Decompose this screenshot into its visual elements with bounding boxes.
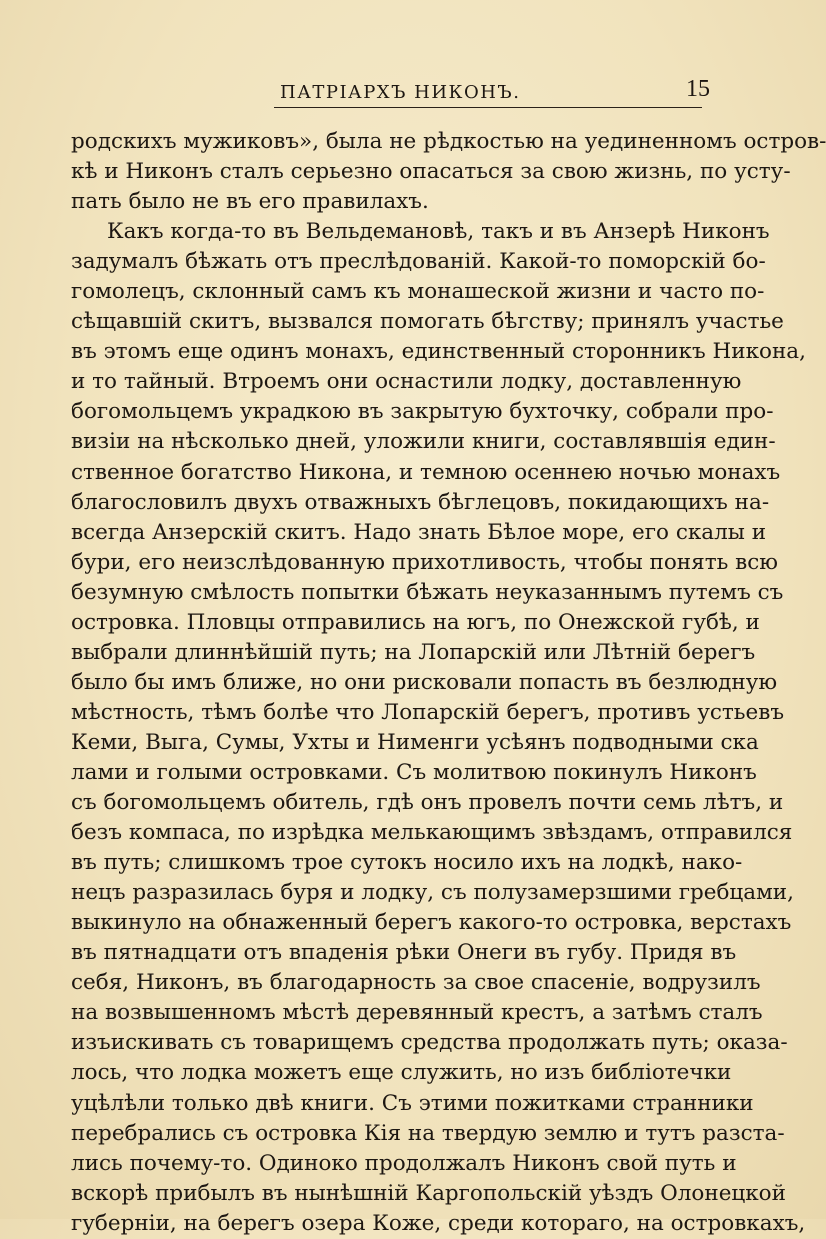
running-title: ПАТРІАРХЪ НИКОНЪ. [280, 82, 521, 103]
text-line: ственное богатство Никона, и темною осеннею ночью монахъ [71, 459, 781, 485]
text-line: съ богомольцемъ обитель, гдѣ онъ провелъ почти семь лѣтъ, и [71, 790, 784, 816]
text-line: себя, Никонъ, въ благодарность за свое спасеніе, водрузилъ [71, 970, 761, 996]
text-line: вскорѣ прибылъ въ нынѣшній Каргопольскій уѣздъ Олонецкой [71, 1180, 786, 1206]
text-line: безъ компаса, по изрѣдка мелькающимъ звѣздамъ, отправился [71, 820, 793, 846]
text-line: богомольцемъ украдкою въ закрытую бухточку, собрали про- [71, 399, 774, 425]
text-line: въ этомъ еще одинъ монахъ, единственный сторонникъ Никона, [71, 339, 806, 365]
text-line: губерніи, на берегъ озера Коже, среди котораго, на островкахъ, [71, 1210, 806, 1236]
text-line: пать было не въ его правилахъ. [71, 189, 429, 215]
text-line: благословилъ двухъ отважныхъ бѣглецовъ, покидающихъ на- [71, 489, 770, 515]
text-line: сѣщавшій скитъ, вызвался помогать бѣгству; принялъ участье [71, 309, 784, 335]
text-line: визіи на нѣсколько дней, уложили книги, составлявшія един- [71, 429, 776, 455]
text-line: уцѣлѣли только двѣ книги. Съ этими пожитками странники [71, 1090, 754, 1116]
text-line: кѣ и Никонъ сталъ серьезно опасаться за свою жизнь, по усту- [71, 159, 791, 185]
text-line: изъискивать съ товарищемъ средства продолжать путь; оказа- [71, 1030, 788, 1056]
text-line: Кеми, Выга, Сумы, Ухты и Нименги усѣянъ подводными ска [71, 729, 759, 755]
text-line: гомолецъ, склонный самъ къ монашеской жизни и часто по- [71, 279, 765, 305]
page-number: 15 [686, 76, 710, 102]
text-line: на возвышенномъ мѣстѣ деревянный крестъ, а затѣмъ сталъ [71, 1000, 763, 1026]
text-line: островка. Пловцы отправились на югъ, по Онежской губѣ, и [71, 609, 760, 635]
text-line: задумалъ бѣжать отъ преслѣдованій. Какой-то поморскій бо- [71, 249, 766, 275]
text-line: родскихъ мужиковъ», была не рѣдкостью на уединенномъ остров- [71, 129, 826, 154]
text-line: въ путь; слишкомъ трое сутокъ носило ихъ на лодкѣ, нако- [71, 850, 743, 876]
page-header [72, 74, 712, 108]
text-line: бури, его неизслѣдованную прихотливость, чтобы понять всю [71, 549, 779, 575]
text-line: въ пятнадцати отъ впаденія рѣки Онеги въ губу. Придя въ [71, 940, 737, 966]
body-text [71, 127, 826, 1239]
text-line: лось, что лодка можетъ еще служить, но изъ библіотечки [71, 1060, 732, 1086]
header-rule [274, 107, 702, 108]
text-line: перебрались съ островка Кія на твердую землю и тутъ разста- [71, 1120, 785, 1146]
text-line: выбрали длиннѣйшій путь; на Лопарскій или Лѣтній берегъ [71, 639, 756, 665]
text-line: и то тайный. Втроемъ они оснастили лодку, доставленную [71, 369, 742, 395]
text-line: лись почему-то. Одиноко продолжалъ Никонъ свой путь и [71, 1150, 737, 1176]
text-line: нецъ разразилась буря и лодку, съ полузамерзшими гребцами, [71, 880, 794, 906]
text-line: мѣстность, тѣмъ болѣе что Лопарскій берегъ, противъ устьевъ [71, 699, 785, 725]
text-line: выкинуло на обнаженный берегъ какого-то островка, верстахъ [71, 910, 792, 936]
text-line: лами и голыми островками. Съ молитвою покинулъ Никонъ [71, 759, 757, 785]
text-line: безумную смѣлость попытки бѣжать неуказаннымъ путемъ съ [71, 579, 784, 605]
text-line: Какъ когда-то въ Вельдемановѣ, такъ и въ Анзерѣ Никонъ [107, 219, 770, 245]
text-line: всегда Анзерскій скитъ. Надо знать Бѣлое море, его скалы и [71, 519, 767, 545]
text-line: было бы имъ ближе, но они рисковали попасть въ безлюдную [71, 669, 778, 695]
